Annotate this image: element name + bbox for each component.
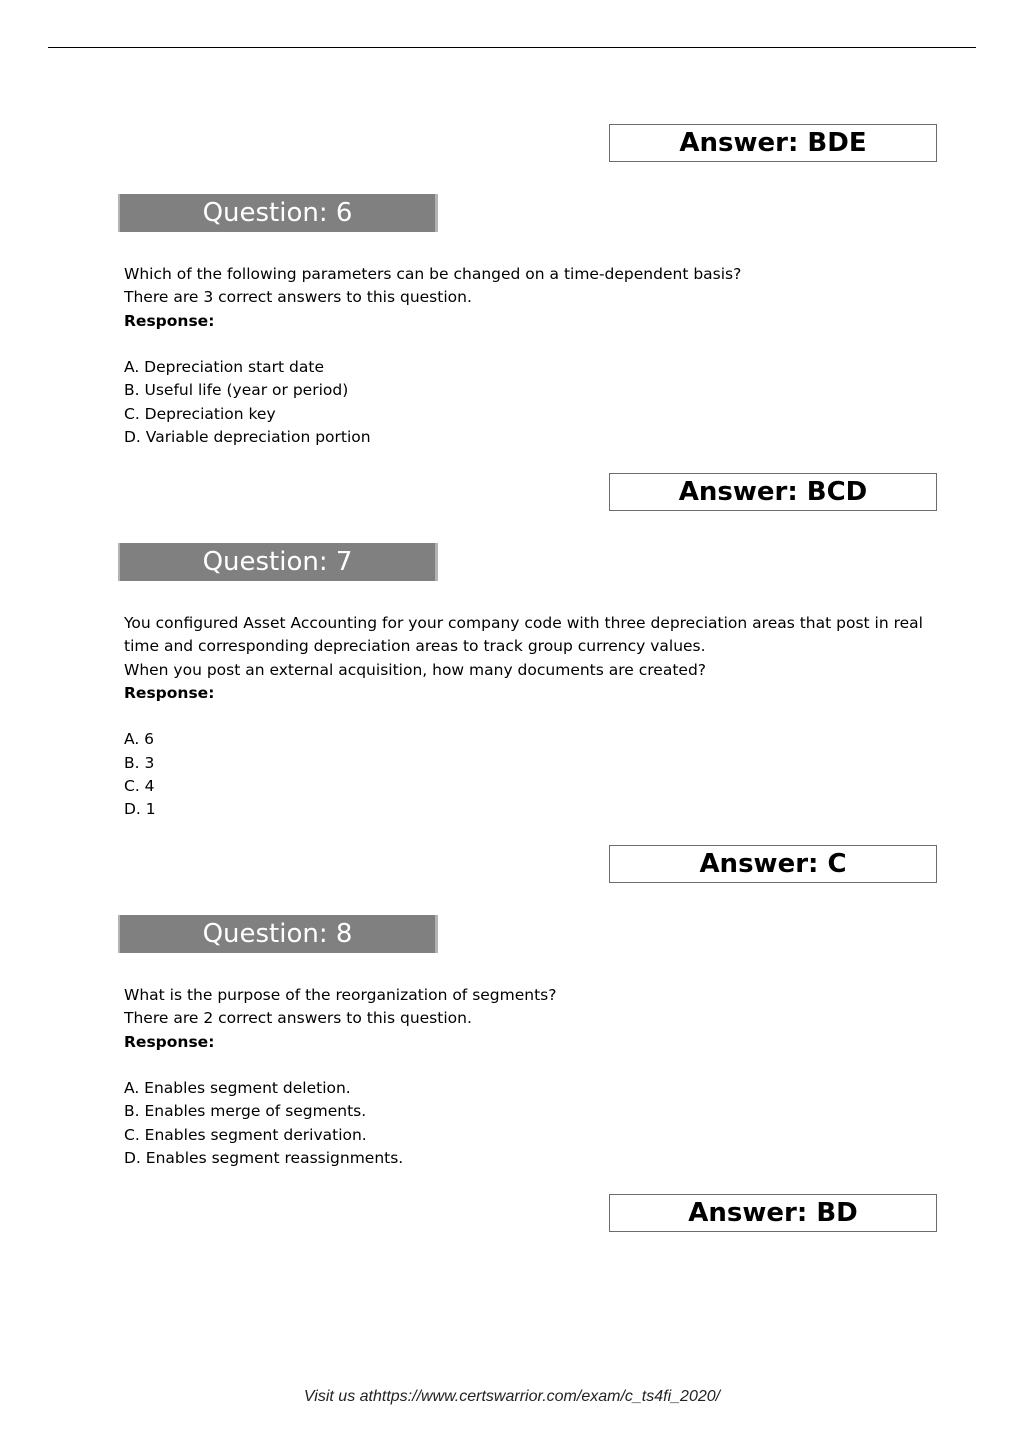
top-divider bbox=[48, 47, 976, 48]
response-label: Response: bbox=[124, 1032, 215, 1051]
answer-label: Answer: BD bbox=[688, 1198, 858, 1228]
question-text-line: What is the purpose of the reorganization of segments? bbox=[124, 986, 557, 1004]
question-heading: Question: 6 bbox=[202, 198, 353, 228]
question-text-line: You configured Asset Accounting for your company code with three depreciation areas that post in real bbox=[124, 614, 923, 632]
question-text-line: When you post an external acquisition, how many documents are created? bbox=[124, 660, 707, 679]
question-7-banner bbox=[118, 543, 438, 581]
option-d: D. Enables segment reassignments. bbox=[124, 1149, 404, 1168]
question-7-body bbox=[124, 612, 944, 822]
answer-label: Answer: BCD bbox=[678, 477, 868, 507]
option-b: B. Enables merge of segments. bbox=[124, 1102, 367, 1121]
answer-label: Answer: BDE bbox=[679, 128, 867, 158]
option-c: C. Depreciation key bbox=[124, 404, 276, 423]
spacer bbox=[124, 705, 944, 728]
question-8-banner bbox=[118, 915, 438, 953]
question-heading: Question: 8 bbox=[202, 919, 353, 949]
spacer bbox=[124, 1054, 944, 1077]
question-text-line: Which of the following parameters can be changed on a time-dependent basis? bbox=[124, 265, 742, 283]
answer-label: Answer: C bbox=[699, 849, 847, 879]
question-6-banner bbox=[118, 194, 438, 232]
option-c: C. 4 bbox=[124, 777, 155, 796]
question-6-body bbox=[124, 263, 944, 449]
answer-box-prev bbox=[609, 124, 937, 162]
option-a: A. Enables segment deletion. bbox=[124, 1079, 351, 1098]
option-d: D. 1 bbox=[124, 800, 156, 819]
question-8-body bbox=[124, 984, 944, 1170]
question-heading: Question: 7 bbox=[202, 547, 353, 577]
question-text-line: There are 2 correct answers to this question. bbox=[124, 1009, 472, 1028]
answer-box-q7 bbox=[609, 845, 937, 883]
answer-box-q8 bbox=[609, 1194, 937, 1232]
option-b: B. Useful life (year or period) bbox=[124, 381, 349, 400]
question-text-line: There are 3 correct answers to this question. bbox=[124, 288, 472, 307]
spacer bbox=[124, 333, 944, 356]
option-c: C. Enables segment derivation. bbox=[124, 1125, 367, 1144]
question-text-line: time and corresponding depreciation areas to track group currency values. bbox=[124, 637, 706, 656]
answer-box-q6 bbox=[609, 473, 937, 511]
option-b: B. 3 bbox=[124, 753, 155, 772]
option-d: D. Variable depreciation portion bbox=[124, 428, 371, 447]
response-label: Response: bbox=[124, 311, 215, 330]
option-a: A. 6 bbox=[124, 730, 155, 749]
footer-link[interactable]: Visit us athttps://www.certswarrior.com/exam/c_ts4fi_2020/ bbox=[303, 1388, 721, 1405]
response-label: Response: bbox=[124, 683, 215, 702]
option-a: A. Depreciation start date bbox=[124, 358, 324, 377]
